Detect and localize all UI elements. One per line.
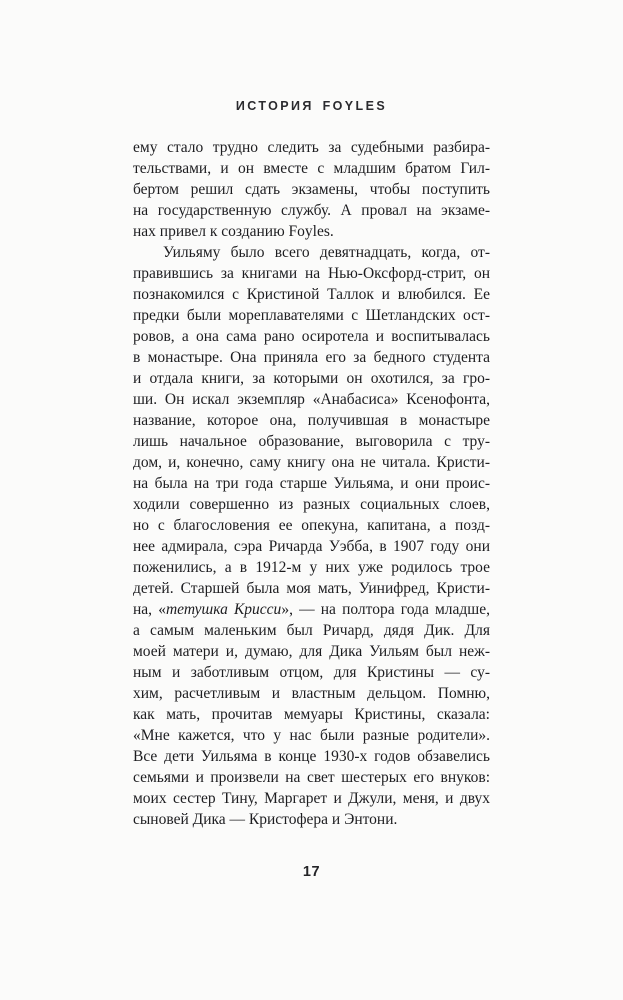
text-line: дом, и, конечно, саму книгу она не читала. Кристи- <box>133 454 490 471</box>
text-line: «Мне кажется, что у нас были разные родители». <box>133 727 490 744</box>
text-line: как мать, прочитав мемуары Кристины, сказала: <box>133 706 490 723</box>
text-line: правившись за книгами на Нью-Оксфорд-стрит, он <box>133 265 490 282</box>
text-line: на государственную службу. А провал на экзаме- <box>133 202 490 219</box>
text-line: Уильяму было всего девятнадцать, когда, от- <box>163 244 490 261</box>
running-header: ИСТОРИЯ FOYLES <box>235 99 388 113</box>
text-line: тельствами, и он вместе с младшим братом Гил- <box>133 160 490 177</box>
text-segment: », — на полтора года младше, <box>281 601 490 618</box>
text-line: лишь начальное образование, выговорила с тру- <box>133 433 490 450</box>
text-line: название, которое она, получившая в монастыре <box>133 412 490 429</box>
text-line: бертом решил сдать экзамены, чтобы поступить <box>133 181 490 198</box>
text-line: на была на три года старше Уильяма, и они проис- <box>133 475 490 492</box>
text-line: предки были мореплавателями с Шетландских ост- <box>133 307 490 324</box>
text-line: моей матери и, думаю, для Дика Уильям был неж- <box>133 643 490 660</box>
text-line: моих сестер Тину, Маргарет и Джули, меня, и двух <box>133 790 490 807</box>
text-line: ным и заботливым отцом, для Кристины — су- <box>133 664 490 681</box>
text-line: нее адмирала, сэра Ричарда Уэбба, в 1907 году они <box>133 538 490 555</box>
page-number: 17 <box>302 864 321 880</box>
text-line: сыновей Дика — Кристофера и Энтони. <box>133 811 398 828</box>
body-text <box>133 137 490 830</box>
text-line: и отдала книги, за которыми он охотился, за гро- <box>133 370 490 387</box>
text-line: а самым маленьким был Ричард, дядя Дик. Для <box>133 622 490 639</box>
paragraph <box>133 137 490 242</box>
text-line: детей. Старшей была моя мать, Уинифред, Кристи- <box>133 580 490 597</box>
text-line: Все дети Уильяма в конце 1930-х годов обзавелись <box>133 748 490 765</box>
text-line: ровов, а она сама рано осиротела и воспитывалась <box>133 328 490 345</box>
text-line: ши. Он искал экземпляр «Анабасиса» Ксенофонта, <box>133 391 490 408</box>
text-line: семьями и произвели на свет шестерых его внуков: <box>133 769 490 786</box>
text-segment: на, « <box>133 601 166 618</box>
italic-phrase: тетушка Крисси <box>165 601 282 618</box>
text-line: ходили совершенно из разных социальных слоев, <box>133 496 490 513</box>
text-line: в монастыре. Она приняла его за бедного студента <box>133 349 490 366</box>
text-line: ему стало трудно следить за судебными разбира- <box>133 139 490 156</box>
text-line: но с благословения ее опекуна, капитана, а позд- <box>133 517 490 534</box>
text-line: познакомился с Кристиной Таллок и влюбился. Ее <box>133 286 490 303</box>
text-line: нах привел к созданию Foyles. <box>133 223 334 240</box>
text-line <box>133 599 490 620</box>
text-line: хим, расчетливым и властным дельцом. Помню, <box>133 685 490 702</box>
paragraph <box>133 242 490 830</box>
text-line: поженились, а в 1912-м у них уже родилось трое <box>133 559 490 576</box>
